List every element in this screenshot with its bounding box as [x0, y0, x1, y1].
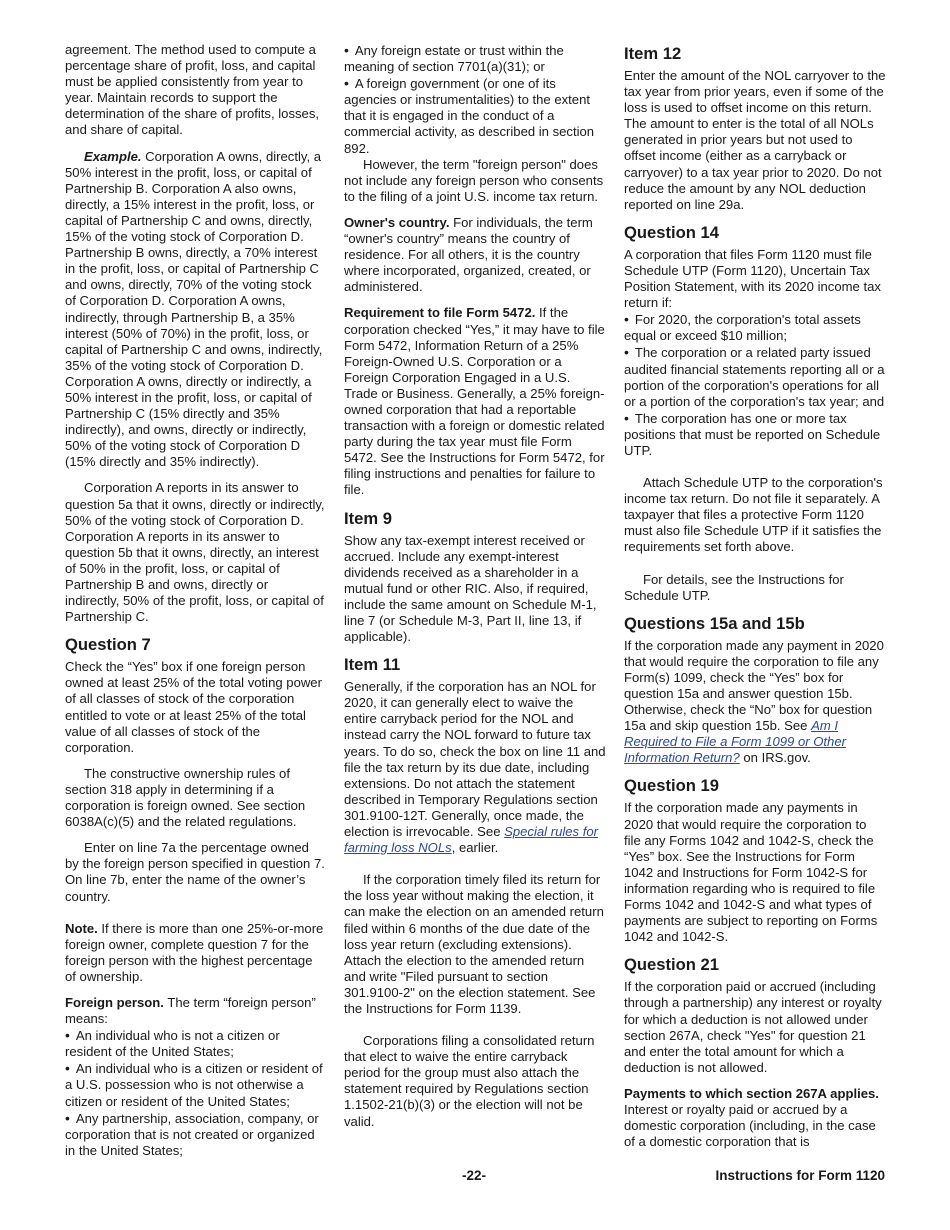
question-14-heading: Question 14: [624, 222, 719, 242]
list-item: • The corporation or a related party issued audited financial statements reporting all or a portion of the corporation's operations for all or a portion of the corporation's tax year; and: [624, 344, 886, 409]
requirement-text: If the corporation checked “Yes,” it may have to file Form 5472, Information Return of a 25% Foreign-Owned U.S. Corporation or a Foreign Corporation Engaged in a U.S. Trade or Business. Generally, a 25% foreign-owned corporation that had a reportable transaction with a foreign or domestic related party during the tax year must file Form 5472. See the Instructions for Form 5472, for filing instructions and penalties for failure to file.: [344, 305, 605, 498]
item-9-heading: Item 9: [344, 508, 392, 528]
list-item: • For 2020, the corporation's total assets equal or exceed $10 million;: [624, 311, 886, 344]
list-item: • Any partnership, association, company, or corporation that is not created or organized in the United States;: [65, 1110, 325, 1159]
paragraph: If the corporation made any payments in 2020 that would require the corporation to file any Forms 1042 and 1042-S, check the “Yes” box. See the Instructions for Form 1042 and Instructions for Form 1042-S for information regarding who is required to file Forms 1042 and 1042-S and what types of payments are subject to reporting on Forms 1042 and 1042-S.: [624, 800, 878, 945]
list-item: • Any foreign estate or trust within the meaning of section 7701(a)(31); or: [344, 42, 606, 75]
item-11-heading: Item 11: [344, 655, 401, 675]
list-item: • An individual who is a citizen or resident of a U.S. possession who is not otherwise a citizen or resident of the United States;: [65, 1060, 325, 1109]
note-paragraph: [65, 921, 325, 985]
item-12-heading: Item 12: [624, 44, 682, 63]
farming-loss-link[interactable]: Special rules for farming loss NOLs: [344, 824, 599, 856]
foreign-person-lead: Foreign person.: [65, 994, 164, 1010]
paragraph: If the corporation timely filed its return for the loss year without making the election, it can make the election on an amended return filed within 6 months of the due date of the loss year return (excluding extensions). Attach the election to the amended return and write "Filed pursuant to section 301.9100-2" on the election statement. See the Instructions for Form 1139.: [344, 872, 604, 1016]
owners-country-lead: Owner's country.: [344, 214, 450, 230]
payments-paragraph: [624, 1086, 886, 1150]
question-7-heading: Question 7: [65, 635, 151, 655]
paragraph: Enter the amount of the NOL carryover to the tax year from prior years, even if some of the loss is used to offset income on this return. The amount to enter is the total of all NOLs generated in prior years but not used to offset income (either as a carryback or carryover) to a tax year prior to 2020. Do not reduce the amount by any NOL deduction reported on line 29a.: [624, 68, 886, 212]
item-11-paragraph: [344, 679, 606, 856]
paragraph: For details, see the Instructions for Schedule UTP.: [624, 571, 844, 603]
paragraph: Corporations filing a consolidated return that elect to waive the entire carryback period for the group must also attach the statement required by Regulations section 1.1502-21(b)(3) or the election will not be valid.: [344, 1033, 595, 1129]
foreign-person-text: The term “foreign person” means:: [65, 994, 316, 1027]
requirement-lead: Requirement to file Form 5472.: [344, 305, 536, 321]
example-paragraph: [65, 149, 325, 471]
example-text: Corporation A owns, directly, a 50% interest in the profit, loss, or capital of Partnership B. Corporation A also owns, directly, a 15% interest in the profit, loss, or capital of Partnership C and owns, directly, 15% of the voting stock of Corporation D. Partnership B owns, directly, a 70% interest in the profit, loss, or capital of Partnership C and owns, directly, 70% of the voting stock of Corporation D. Corporation A owns, indirectly, through Partnership B, a 35% interest (50% of 70%) in the profit, loss, or capital of Partnership C and owns, indirectly, 35% of the voting stock of Corporation D. Corporation A owns, directly or indirectly, a 50% interest in the profit, loss, or capital of Partnership C (15% directly and 35% indirectly), and owns, directly or indirectly, 50% of the voting stock of Corporation D (15% directly and 35% indirectly).: [65, 148, 323, 470]
paragraph: However, the term "foreign person" does not include any foreign person who consents to the filing of a joint U.S. income tax return.: [344, 156, 604, 204]
item-11-text: Generally, if the corporation has an NOL for 2020, it can generally elect to waive the entire carryback period for the NOL and instead carry the NOL forward to future tax years. To do so, check the box on line 11 and file the tax return by its due date, including extensions. Do not attach the statement described in Temporary Regulations section 301.9100-12T. Generally, once made, the election is irrevocable. See: [344, 679, 606, 840]
page-number: -22-: [462, 1168, 487, 1183]
requirement-paragraph: [344, 305, 606, 498]
questions-15-paragraph: [624, 638, 886, 767]
list-item: • An individual who is not a citizen or resident of the United States;: [65, 1027, 325, 1060]
paragraph: Show any tax-exempt interest received or accrued. Include any exempt-interest dividends received as a shareholder in a mutual fund or other RIC. Also, if required, include the same amount on Schedule M-1, line 7 (or Schedule M-3, Part II, line 13, if applicable).: [344, 532, 597, 645]
foreign-person-paragraph: [65, 995, 325, 1027]
column-2: [344, 42, 606, 1140]
paragraph: Corporation A reports in its answer to question 5a that it owns, directly or indirectly, 50% of the voting stock of Corporation D. Corporation A reports in its answer to question 5b that it owns, directly, an interest of 50% in the profit, loss, or capital of Partnership B and owns, directly or indirectly, 50% of the profit, loss, or capital of Partnership C.: [65, 480, 325, 625]
list-item: • A foreign government (or one of its agencies or instrumentalities) to the extent that it is engaged in the conduct of a commercial activity, as described in section 892.: [344, 75, 606, 156]
payments-text: Interest or royalty paid or accrued by a domestic corporation (including, in the case of a domestic corporation that is: [624, 1101, 876, 1150]
questions-15-text: If the corporation made any payment in 2020 that would require the corporation to file any Form(s) 1099, check the “Yes” box for question 15a and answer question 15b. Otherwise, check the “No” box for question 15a and skip question 15b. See: [624, 637, 884, 734]
example-lead: Example.: [84, 148, 142, 164]
paragraph: agreement. The method used to compute a percentage share of profit, loss, and capital must be applied consistently from year to year. Maintain records to support the determination of the share of profits, losses, and share of capital.: [65, 42, 320, 138]
item-11-tail: , earlier.: [451, 840, 499, 856]
form-1099-link[interactable]: Am I Required to File a Form 1099 or Other Information Return?: [624, 718, 846, 766]
paragraph: Check the “Yes” box if one foreign person owned at least 25% of the total voting power of all classes of stock of the corporation entitled to vote or at least 25% of the total value of all classes of stock of the corporation.: [65, 659, 322, 755]
payments-lead: Payments to which section 267A applies.: [624, 1085, 879, 1101]
question-19-heading: Question 19: [624, 776, 719, 796]
paragraph: The constructive ownership rules of section 318 apply in determining if a corporation is foreign owned. See section 6038A(c)(5) and the related regulations.: [65, 765, 306, 830]
footer-form-title: Instructions for Form 1120: [715, 1168, 885, 1183]
note-text: If there is more than one 25%-or-more foreign owner, complete question 7 for the foreign person with the highest percentage of ownership.: [65, 920, 324, 984]
paragraph: A corporation that files Form 1120 must file Schedule UTP (Form 1120), Uncertain Tax Position Statement, with its 2020 income tax return if:: [624, 246, 881, 311]
column-1: [65, 42, 325, 1159]
column-3: [624, 42, 886, 1160]
paragraph: Enter on line 7a the percentage owned by the foreign person specified in question 7. On line 7b, enter the name of the owner’s country.: [65, 840, 325, 904]
list-item: • The corporation has one or more tax positions that must be reported on Schedule UTP.: [624, 410, 886, 459]
note-lead: Note.: [65, 920, 98, 936]
paragraph: If the corporation paid or accrued (including through a partnership) any interest or royalty for which a deduction is not allowed under section 267A, check "Yes" for question 21 and enter the total amount for which a deduction is not allowed.: [624, 979, 882, 1075]
paragraph: Attach Schedule UTP to the corporation's income tax return. Do not file it separately. A taxpayer that files a protective Form 1120 must also file Schedule UTP if it satisfies the requirements set forth above.: [624, 475, 883, 555]
owners-country-paragraph: [344, 215, 606, 295]
owners-country-text: For individuals, the term “owner's country” means the country of residence. For all others, it is the country where incorporated, organized, created, or administered.: [344, 214, 593, 295]
question-21-heading: Question 21: [624, 955, 719, 975]
questions-15-heading: Questions 15a and 15b: [624, 613, 805, 633]
questions-15-tail: on IRS.gov.: [739, 750, 811, 766]
